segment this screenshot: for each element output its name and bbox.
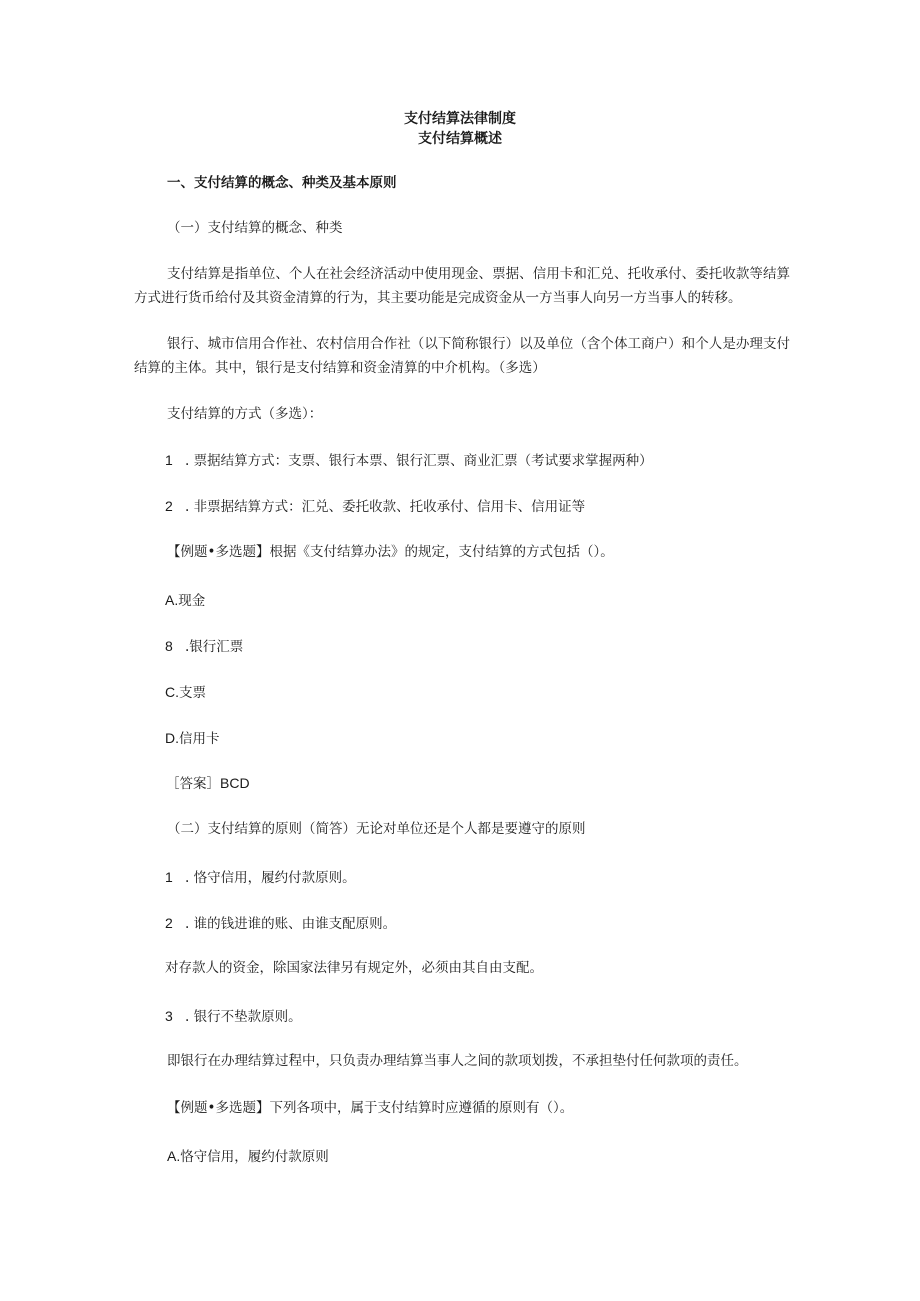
list-text: . 恪守信用，履约付款原则。	[185, 870, 356, 886]
list-number: 2	[165, 915, 173, 931]
option-a	[167, 1146, 329, 1167]
methods-heading: 支付结算的方式（多选）：	[167, 406, 323, 422]
list-item	[165, 913, 396, 934]
list-item	[165, 1006, 302, 1027]
question-stem: 【例题•多选题】下列各项中，属于支付结算时应遵循的原则有（）。	[167, 1100, 574, 1116]
document-subtitle: 支付结算概述	[418, 131, 502, 147]
list-item	[165, 450, 653, 471]
option-text: .银行汇票	[185, 639, 244, 655]
option-text: 恪守信用，履约付款原则	[180, 1149, 329, 1165]
answer-value: BCD	[220, 775, 250, 791]
list-item	[165, 496, 585, 517]
option-letter: A.	[167, 1148, 181, 1164]
list-text: . 谁的钱进谁的账、由谁支配原则。	[185, 916, 397, 932]
answer-line	[166, 773, 250, 794]
subsection-heading: （二）支付结算的原则（简答）无论对单位还是个人都是要遵守的原则	[167, 821, 586, 837]
document-title: 支付结算法律制度	[404, 111, 516, 127]
option-a	[165, 590, 205, 611]
list-text: . 票据结算方式：支票、银行本票、银行汇票、商业汇票（考试要求掌握两种）	[185, 453, 653, 469]
option-letter: C.	[165, 684, 179, 700]
list-text: . 银行不垫款原则。	[185, 1009, 302, 1025]
option-letter: A.	[165, 592, 179, 608]
option-text: 现金	[178, 593, 206, 609]
list-number: 1	[165, 452, 173, 468]
option-b	[165, 636, 243, 657]
option-text: 信用卡	[179, 731, 220, 747]
option-c	[165, 682, 206, 703]
paragraph-subjects: 银行、城市信用合作社、农村信用合作社（以下简称银行）以及单位（含个体工商户）和个人是办理支付结算的主体。其中，银行是支付结算和资金清算的中介机构。（多选）	[134, 336, 790, 376]
option-text: 支票	[179, 685, 206, 701]
list-number: 1	[165, 869, 173, 885]
paragraph-definition: 支付结算是指单位、个人在社会经济活动中使用现金、票据、信用卡和汇兑、托收承付、委托收款等结算方式进行货币给付及其资金清算的行为，其主要功能是完成资金从一方当事人向另一方当事人的转移。	[134, 266, 790, 306]
list-number: 3	[165, 1008, 173, 1024]
list-number: 2	[165, 498, 173, 514]
note-text: 即银行在办理结算过程中，只负责办理结算当事人之间的款项划拨，不承担垫付任何款项的责任。	[167, 1053, 748, 1069]
option-letter: D.	[165, 730, 179, 746]
note-text: 对存款人的资金，除国家法律另有规定外，必须由其自由支配。	[165, 960, 543, 976]
section-heading: 一、支付结算的概念、种类及基本原则	[167, 175, 397, 191]
list-text: . 非票据结算方式：汇兑、委托收款、托收承付、信用卡、信用证等	[185, 499, 586, 515]
answer-label: ［答案］	[166, 776, 220, 792]
question-stem: 【例题•多选题】根据《支付结算办法》的规定，支付结算的方式包括（）。	[167, 544, 614, 560]
option-letter: 8	[165, 638, 173, 654]
subsection-heading: （一）支付结算的概念、种类	[167, 220, 343, 236]
list-item	[165, 867, 356, 888]
option-d	[165, 728, 220, 749]
